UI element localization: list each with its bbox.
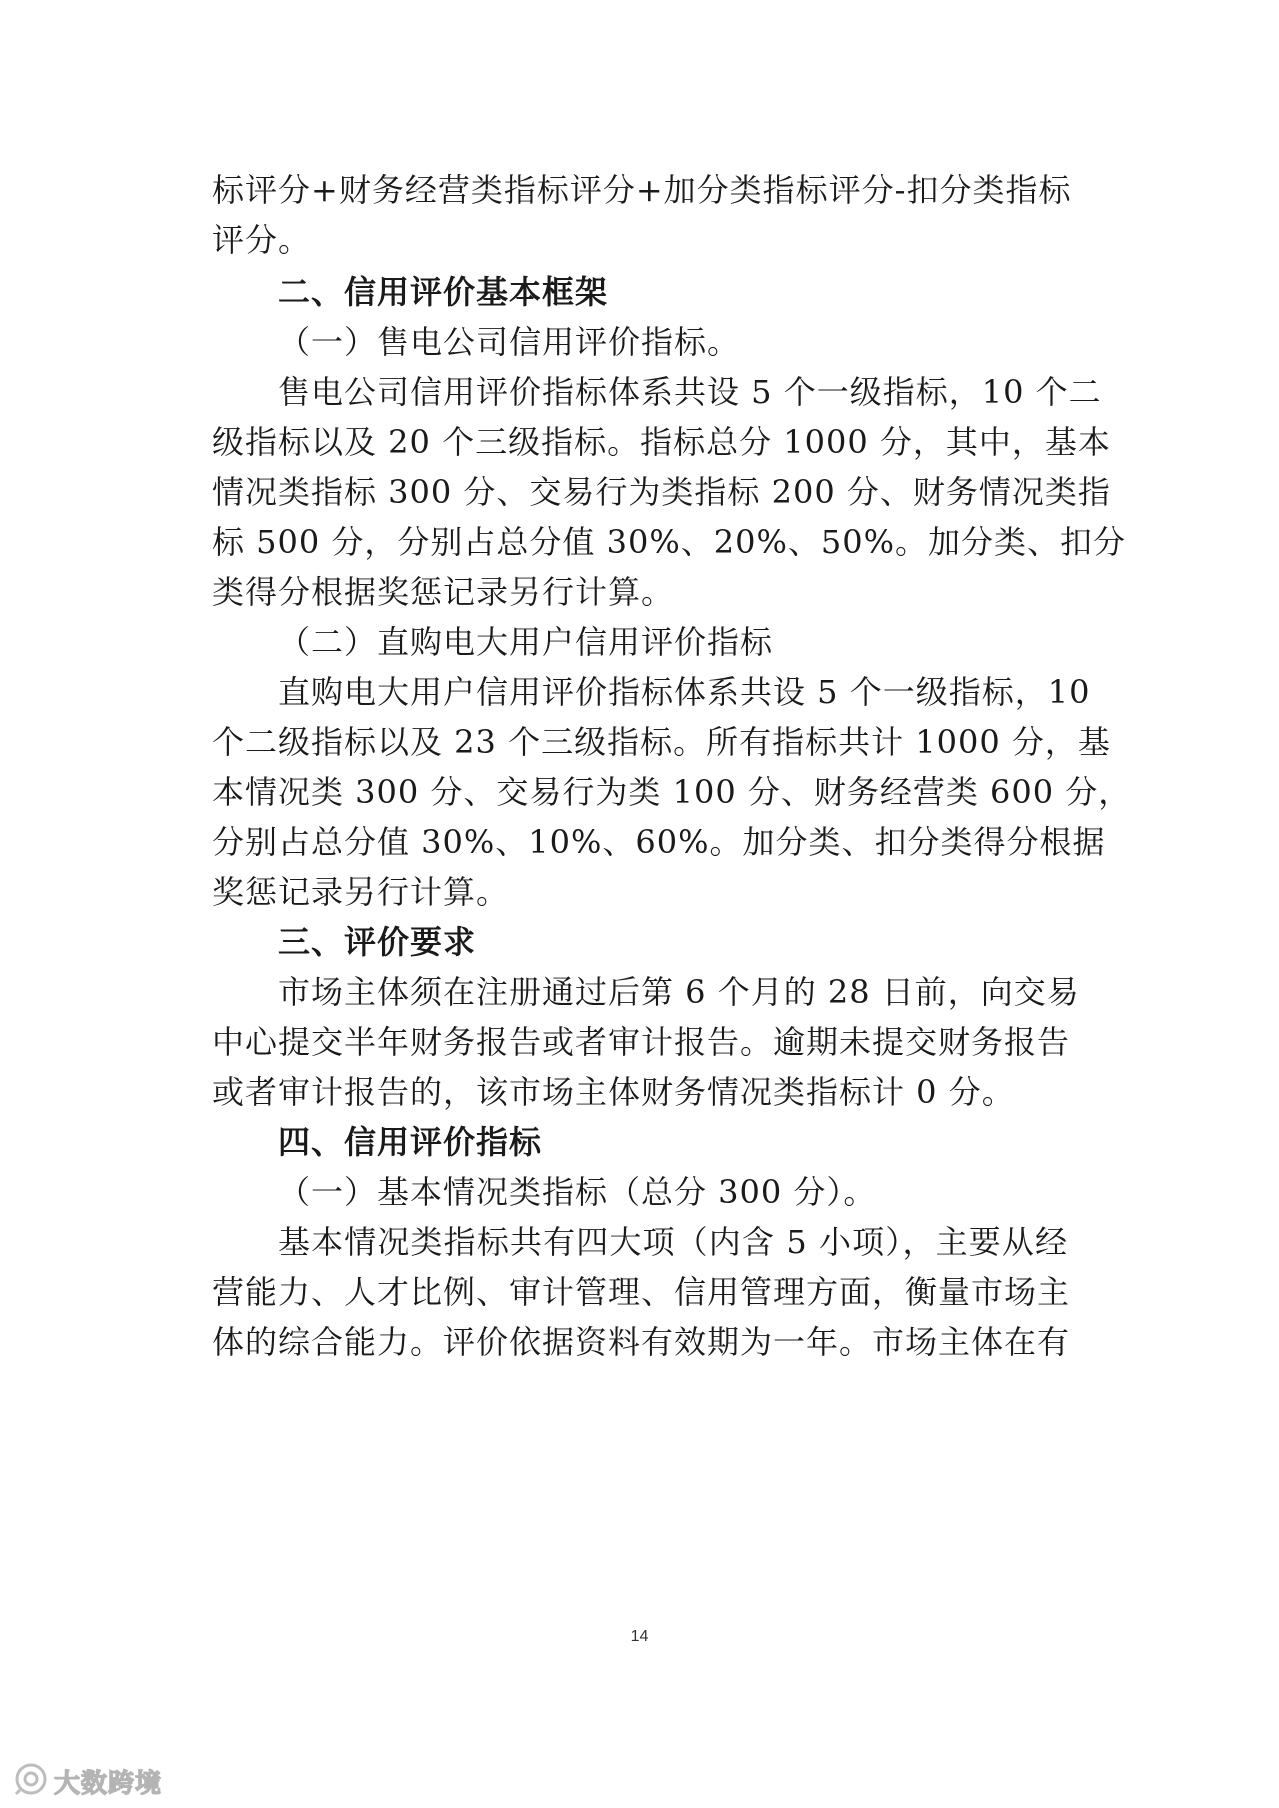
section-heading: 四、信用评价指标 <box>278 1123 543 1161</box>
body-line: 评分。 <box>212 221 312 259</box>
body-line: 中心提交半年财务报告或者审计报告。逾期未提交财务报告 <box>212 1023 1071 1061</box>
body-line: 体的综合能力。评价依据资料有效期为一年。市场主体在有 <box>212 1323 1071 1361</box>
watermark <box>14 1764 162 1798</box>
body-line: 类得分根据奖惩记录另行计算。 <box>212 573 675 611</box>
body-line: 标 500 分，分别占总分值 30%、20%、50%。加分类、扣分 <box>212 523 1126 561</box>
body-line: 本情况类 300 分、交易行为类 100 分、财务经营类 600 分， <box>212 773 1132 811</box>
body-line: 售电公司信用评价指标体系共设 5 个一级指标，10 个二 <box>278 373 1102 411</box>
body-line: 级指标以及 20 个三级指标。指标总分 1000 分，其中，基本 <box>212 423 1111 461</box>
subsection-title: （二）直购电大用户信用评价指标 <box>278 623 774 661</box>
body-line: 个二级指标以及 23 个三级指标。所有指标共计 1000 分，基 <box>212 723 1111 761</box>
body-line: 标评分+财务经营类指标评分+加分类指标评分-扣分类指标 <box>212 171 1072 209</box>
body-line: 或者审计报告的，该市场主体财务情况类指标计 0 分。 <box>212 1073 1015 1111</box>
page-number: 14 <box>630 1628 649 1645</box>
subsection-title: （一）基本情况类指标（总分 300 分）。 <box>278 1173 877 1211</box>
section-heading: 二、信用评价基本框架 <box>278 273 609 311</box>
logo-icon <box>14 1762 48 1800</box>
body-line: 情况类指标 300 分、交易行为类指标 200 分、财务情况类指 <box>212 473 1111 511</box>
watermark-text: 大数跨境 <box>54 1768 163 1799</box>
subsection-title: （一）售电公司信用评价指标。 <box>278 323 741 361</box>
body-line: 基本情况类指标共有四大项（内含 5 小项），主要从经 <box>278 1223 1068 1261</box>
body-line: 营能力、人才比例、审计管理、信用管理方面，衡量市场主 <box>212 1273 1071 1311</box>
body-line: 市场主体须在注册通过后第 6 个月的 28 日前，向交易 <box>278 973 1080 1011</box>
body-line: 奖惩记录另行计算。 <box>212 873 510 911</box>
body-line: 直购电大用户信用评价指标体系共设 5 个一级指标，10 <box>278 673 1091 711</box>
section-heading: 三、评价要求 <box>278 923 477 961</box>
body-line: 分别占总分值 30%、10%、60%。加分类、扣分类得分根据 <box>212 823 1106 861</box>
